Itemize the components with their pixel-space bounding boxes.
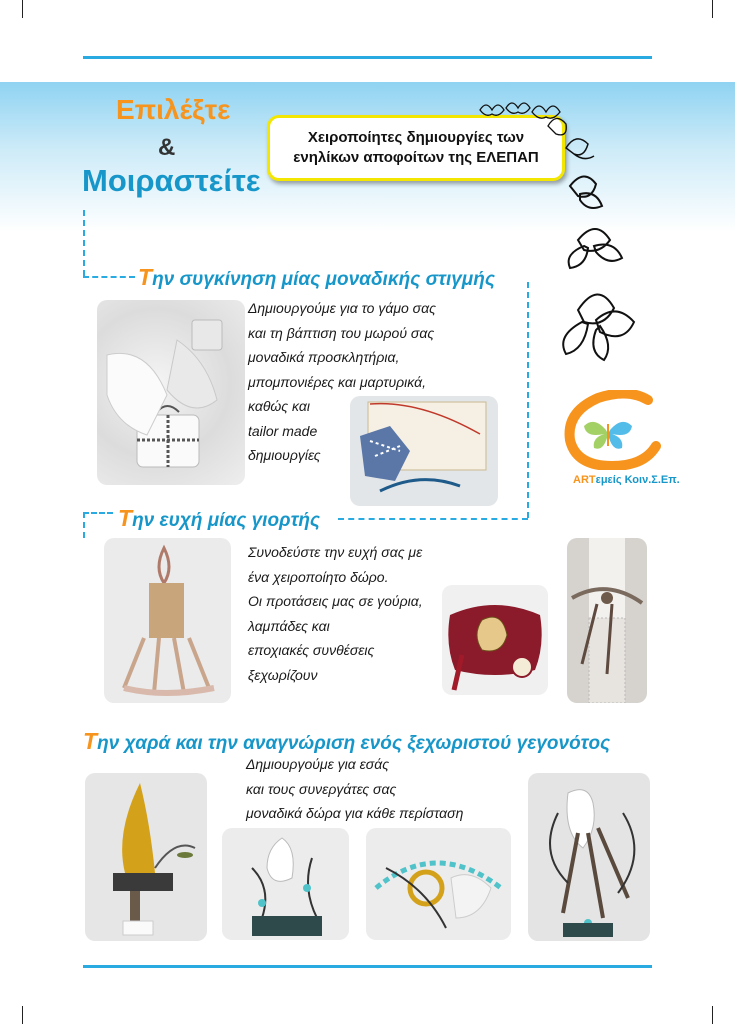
section1-line: μοναδικά προσκλητήρια, <box>248 349 400 365</box>
photo-invitation-card <box>350 396 498 506</box>
section2-heading-initial: Τ <box>118 505 133 531</box>
section1-line: δημιουργίες <box>248 447 321 463</box>
section3-line: μοναδικά δώρα για κάθε περίσταση <box>246 805 464 821</box>
subtitle-line1: Χειροποίητες δημιουργίες των <box>307 129 525 146</box>
section1-heading <box>138 264 495 291</box>
section1-line: καθώς και <box>248 398 310 414</box>
section2-heading-text: ην ευχή μίας γιορτής <box>132 510 321 531</box>
photo-wedding-favors <box>97 300 245 485</box>
section1-line: μπομπονιέρες και μαρτυρικά, <box>248 373 426 390</box>
section3-line: και τους συνεργάτες σας <box>246 780 397 797</box>
logo-brand-art: ART <box>573 474 596 486</box>
crop-mark <box>712 1006 713 1024</box>
photo-easter-candle <box>567 538 647 703</box>
section1-line: και τη βάπτιση του μωρού σας <box>248 324 435 341</box>
photo-glass-sculpture-2 <box>366 828 511 940</box>
section2-line: εποχιακές συνθέσεις <box>248 642 375 658</box>
section2-line: λαμπάδες και <box>248 617 330 634</box>
section3-line: Δημιουργούμε για εσάς <box>246 756 390 772</box>
bottom-rule <box>83 965 652 968</box>
photo-glass-sculpture-1 <box>222 828 349 940</box>
title-line1: Επιλέξτε <box>116 94 231 125</box>
photo-pillow-charm <box>442 585 548 695</box>
section1-line: tailor made <box>248 422 318 439</box>
section2-line: Συνοδεύστε την ευχή σας με <box>248 544 423 560</box>
photo-lucky-charm <box>104 538 231 703</box>
section1-dashed-left <box>83 210 85 276</box>
section2-heading <box>118 505 320 532</box>
logo-brand-rest: εμείς Κοιν.Σ.Επ. <box>595 474 680 486</box>
butterflies-icon <box>470 98 660 383</box>
crop-mark <box>22 1006 23 1024</box>
section2-line: Οι προτάσεις μας σε γούρια, <box>248 593 423 609</box>
section2-dashed-top-right <box>338 518 528 520</box>
section2-text <box>248 540 423 687</box>
section2-dashed-top-left <box>83 512 113 514</box>
crop-mark <box>712 0 713 18</box>
section1-dashed-right <box>527 282 529 518</box>
section2-line: ξεχωρίζουν <box>248 666 318 683</box>
section1-line: Δημιουργούμε για το γάμο σας <box>248 300 436 316</box>
section3-heading <box>83 728 610 755</box>
section2-line: ένα χειροποίητο δώρο. <box>248 568 389 585</box>
section3-heading-text: ην χαρά και την αναγνώριση ενός ξεχωριστού γεγονότος <box>97 733 611 754</box>
photo-glass-sculpture-3 <box>528 773 650 941</box>
title-line2: Μοιραστείτε <box>82 163 261 198</box>
section3-heading-initial: Τ <box>83 728 98 754</box>
subtitle-line2: ενηλίκων αποφοίτων της ΕΛΕΠΑΠ <box>293 149 539 166</box>
section2-dashed-left <box>83 512 85 538</box>
butterfly-logo-icon <box>560 390 664 470</box>
crop-mark <box>22 0 23 18</box>
section1-heading-initial: Τ <box>138 264 153 290</box>
section1-heading-text: ην συγκίνηση μίας μοναδικής στιγμής <box>152 269 495 290</box>
section3-text <box>246 752 463 826</box>
title-ampersand: & <box>158 134 176 161</box>
photo-sailboat-sculpture <box>85 773 207 941</box>
section1-dashed-bottom-left <box>83 276 135 278</box>
logo-brand-name <box>573 474 680 486</box>
top-rule <box>83 56 652 59</box>
